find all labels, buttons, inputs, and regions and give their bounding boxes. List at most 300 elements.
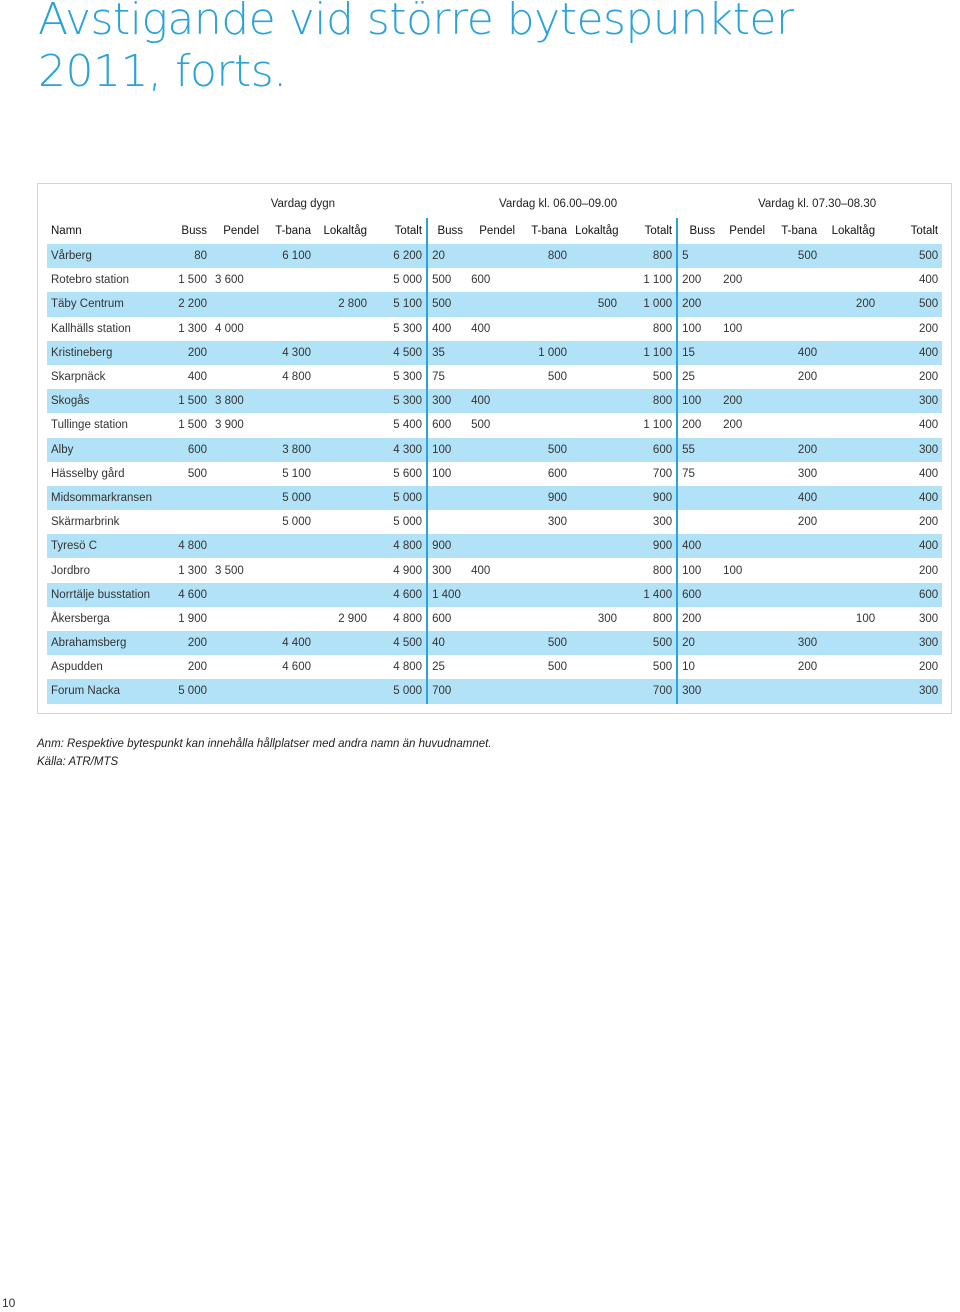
value-cell: 40: [427, 631, 467, 655]
value-cell: 200: [918, 371, 939, 384]
table-row: [47, 244, 942, 268]
value-cell: [571, 486, 621, 510]
value-cell: [315, 389, 371, 413]
value-cell: [263, 317, 315, 341]
value-cell: 700: [652, 467, 673, 480]
value-cell: 100: [677, 558, 719, 582]
value-cell: 200: [821, 292, 879, 316]
value-cell: [719, 438, 769, 462]
value-cell: [467, 244, 519, 268]
value-cell: [769, 558, 821, 582]
value-cell: 4 800: [371, 534, 427, 558]
value-cell: [467, 631, 519, 655]
value-cell: [719, 244, 769, 268]
value-cell: [571, 534, 621, 558]
value-cell: [821, 268, 879, 292]
group-header-row: [47, 190, 942, 218]
value-cell: [263, 583, 315, 607]
value-cell: 300: [427, 558, 467, 582]
table-row: [47, 607, 942, 631]
title-line-1: Avstigande vid större bytespunkter: [38, 0, 794, 45]
value-cell: 5 000: [165, 679, 211, 703]
value-cell: [769, 389, 821, 413]
row-name-cell: Hässelby gård: [51, 467, 125, 480]
value-cell: [315, 268, 371, 292]
value-cell: 4 600: [371, 583, 427, 607]
value-cell: [211, 438, 263, 462]
value-cell: 100: [723, 564, 743, 577]
value-cell: 2 200: [165, 292, 211, 316]
value-cell: 500: [427, 292, 467, 316]
value-cell: 4 800: [165, 534, 211, 558]
value-cell: 4 800: [393, 612, 423, 625]
value-cell: [821, 486, 879, 510]
row-name-cell: Åkersberga: [51, 612, 110, 625]
column-header-name: Namn: [51, 225, 82, 237]
value-cell: 400: [471, 322, 491, 335]
value-cell: 5 300: [371, 389, 427, 413]
value-cell: 300: [427, 389, 467, 413]
value-cell: 200: [797, 661, 818, 674]
table-row: [47, 365, 942, 389]
value-cell: 600: [547, 467, 568, 480]
value-cell: 5 300: [393, 371, 423, 384]
value-cell: 300: [879, 438, 942, 462]
value-cell: [719, 583, 769, 607]
value-cell: 300: [769, 631, 821, 655]
value-cell: 500: [519, 631, 571, 655]
value-cell: 200: [187, 661, 207, 674]
transfer-points-table: [47, 190, 942, 704]
value-cell: 6 100: [263, 244, 315, 268]
value-cell: 5 000: [393, 516, 423, 529]
value-cell: 100: [677, 317, 719, 341]
value-cell: [719, 462, 769, 486]
row-name-cell: Aspudden: [51, 661, 103, 674]
column-header-lokalt-g: Lokaltåg: [575, 225, 619, 237]
page-title: [38, 0, 918, 98]
value-cell: 900: [427, 534, 467, 558]
value-cell: [315, 244, 371, 268]
value-cell: [677, 486, 719, 510]
value-cell: 100: [427, 462, 467, 486]
row-name-cell: Tullinge station: [51, 419, 128, 432]
value-cell: 5 400: [393, 419, 423, 432]
value-cell: 200: [723, 419, 743, 432]
value-cell: [821, 438, 879, 462]
value-cell: 500: [769, 244, 821, 268]
value-cell: [719, 655, 769, 679]
value-cell: 500: [652, 371, 673, 384]
column-header-buss: Buss: [181, 225, 207, 237]
value-cell: 800: [621, 244, 677, 268]
value-cell: 400: [677, 534, 719, 558]
value-cell: 10: [677, 655, 719, 679]
value-cell: [211, 534, 263, 558]
table-row: [47, 438, 942, 462]
value-cell: [571, 583, 621, 607]
value-cell: [571, 317, 621, 341]
value-cell: 5 100: [282, 467, 311, 480]
value-cell: 200: [719, 389, 769, 413]
row-name-cell: Abrahamsberg: [47, 631, 165, 655]
value-cell: [719, 631, 769, 655]
value-cell: [467, 462, 519, 486]
value-cell: 4 400: [263, 631, 315, 655]
value-cell: [467, 486, 519, 510]
value-cell: 600: [471, 274, 491, 287]
footnote-remark: Anm: Respektive bytespunkt kan innehålla hållplatser med andra namn än huvudnamnet.: [37, 738, 492, 750]
value-cell: 500: [547, 661, 568, 674]
value-cell: 100: [677, 389, 719, 413]
value-cell: 600: [879, 583, 942, 607]
table-row: [47, 486, 942, 510]
value-cell: [571, 462, 621, 486]
value-cell: 20: [677, 631, 719, 655]
value-cell: 200: [677, 607, 719, 631]
value-cell: [719, 292, 769, 316]
value-cell: [519, 317, 571, 341]
value-cell: 3 600: [215, 274, 244, 287]
value-cell: 75: [427, 365, 467, 389]
value-cell: 1 300: [178, 564, 207, 577]
value-cell: 3 800: [211, 389, 263, 413]
value-cell: 600: [427, 607, 467, 631]
value-cell: 4 600: [282, 661, 311, 674]
value-cell: 20: [427, 244, 467, 268]
value-cell: 3 800: [263, 438, 315, 462]
value-cell: 400: [471, 564, 491, 577]
value-cell: [769, 317, 821, 341]
value-cell: [571, 244, 621, 268]
value-cell: [821, 389, 879, 413]
value-cell: [519, 583, 571, 607]
value-cell: 200: [677, 268, 719, 292]
value-cell: 800: [652, 564, 673, 577]
column-header-totalt: Totalt: [910, 225, 939, 237]
column-header-buss: Buss: [677, 218, 719, 244]
table-row: [47, 631, 942, 655]
value-cell: [571, 631, 621, 655]
value-cell: 400: [879, 534, 942, 558]
value-cell: [719, 341, 769, 365]
value-cell: 4 500: [371, 341, 427, 365]
value-cell: [769, 413, 821, 437]
value-cell: 5 600: [393, 467, 423, 480]
value-cell: [769, 268, 821, 292]
value-cell: 4 800: [393, 661, 423, 674]
table-row: [47, 268, 942, 292]
value-cell: 200: [677, 292, 719, 316]
value-cell: [211, 510, 263, 534]
value-cell: [315, 534, 371, 558]
value-cell: [821, 534, 879, 558]
value-cell: [467, 679, 519, 703]
value-cell: 400: [769, 341, 821, 365]
value-cell: 800: [652, 612, 673, 625]
value-cell: 1 400: [427, 583, 467, 607]
value-cell: 500: [471, 419, 491, 432]
value-cell: 1 100: [643, 419, 673, 432]
value-cell: 200: [797, 371, 818, 384]
value-cell: [211, 341, 263, 365]
column-header-pendel: Pendel: [223, 225, 259, 237]
value-cell: [315, 558, 371, 582]
value-cell: 900: [621, 486, 677, 510]
value-cell: 5 100: [371, 292, 427, 316]
value-cell: 25: [677, 365, 719, 389]
value-cell: [769, 292, 821, 316]
value-cell: 500: [571, 292, 621, 316]
value-cell: 1 100: [621, 341, 677, 365]
column-header-buss: Buss: [427, 218, 467, 244]
value-cell: 200: [769, 438, 821, 462]
value-cell: [571, 558, 621, 582]
value-cell: 300: [918, 612, 939, 625]
value-cell: [821, 365, 879, 389]
value-cell: [315, 462, 371, 486]
value-cell: 100: [427, 438, 467, 462]
value-cell: [571, 438, 621, 462]
value-cell: 4 300: [263, 341, 315, 365]
value-cell: [571, 389, 621, 413]
value-cell: 5 300: [393, 322, 423, 335]
value-cell: 300: [879, 631, 942, 655]
group-header-peak: Vardag kl. 07.30–08.30: [758, 198, 877, 210]
value-cell: [769, 534, 821, 558]
value-cell: [821, 341, 879, 365]
value-cell: [571, 413, 621, 437]
table-row: [47, 341, 942, 365]
value-cell: 1 400: [621, 583, 677, 607]
value-cell: [769, 679, 821, 703]
table-row: [47, 510, 942, 534]
table-row: [47, 462, 942, 486]
value-cell: 1 500: [165, 389, 211, 413]
value-cell: [211, 365, 263, 389]
value-cell: 200: [797, 516, 818, 529]
table-row: [47, 292, 942, 316]
value-cell: [315, 679, 371, 703]
value-cell: [467, 438, 519, 462]
value-cell: 6 200: [371, 244, 427, 268]
value-cell: [467, 583, 519, 607]
page-number: 10: [2, 1296, 16, 1310]
value-cell: 200: [677, 413, 719, 437]
value-cell: [211, 486, 263, 510]
value-cell: [211, 631, 263, 655]
value-cell: 400: [427, 317, 467, 341]
value-cell: 200: [165, 631, 211, 655]
table-row: [47, 679, 942, 703]
value-cell: [719, 365, 769, 389]
row-name-cell: Kallhälls station: [51, 322, 131, 335]
value-cell: [467, 607, 519, 631]
value-cell: 800: [621, 389, 677, 413]
value-cell: [315, 583, 371, 607]
value-cell: 400: [769, 486, 821, 510]
value-cell: 600: [677, 583, 719, 607]
value-cell: [165, 486, 211, 510]
value-cell: 5: [677, 244, 719, 268]
value-cell: 4 600: [165, 583, 211, 607]
value-cell: [315, 510, 371, 534]
column-header-totalt: Totalt: [394, 225, 423, 237]
table-row: [47, 413, 942, 437]
value-cell: [519, 413, 571, 437]
row-name-cell: Forum Nacka: [47, 679, 165, 703]
value-cell: 700: [621, 679, 677, 703]
value-cell: [315, 341, 371, 365]
column-header-lokalt-g: Lokaltåg: [323, 225, 367, 237]
value-cell: [315, 413, 371, 437]
value-cell: [467, 534, 519, 558]
value-cell: [821, 679, 879, 703]
value-cell: [821, 462, 879, 486]
value-cell: 900: [621, 534, 677, 558]
value-cell: [571, 679, 621, 703]
value-cell: 200: [918, 322, 939, 335]
value-cell: [263, 413, 315, 437]
value-cell: [571, 268, 621, 292]
value-cell: 600: [165, 438, 211, 462]
table-row: [47, 389, 942, 413]
value-cell: [719, 679, 769, 703]
value-cell: 35: [427, 341, 467, 365]
column-header-t-bana: T-bana: [531, 225, 568, 237]
value-cell: [519, 292, 571, 316]
value-cell: [821, 631, 879, 655]
value-cell: [519, 389, 571, 413]
value-cell: 300: [597, 612, 618, 625]
value-cell: [315, 486, 371, 510]
value-cell: [263, 268, 315, 292]
value-cell: 100: [723, 322, 743, 335]
table-row: [47, 655, 942, 679]
table-row: [47, 534, 942, 558]
value-cell: 75: [677, 462, 719, 486]
value-cell: [467, 341, 519, 365]
value-cell: 500: [879, 244, 942, 268]
value-cell: 300: [879, 389, 942, 413]
value-cell: 1 000: [519, 341, 571, 365]
value-cell: 5 000: [263, 486, 315, 510]
group-header-morning: Vardag kl. 06.00–09.00: [499, 198, 618, 210]
value-cell: 4 900: [393, 564, 423, 577]
value-cell: [519, 607, 571, 631]
group-header-vardag-dygn: Vardag dygn: [270, 198, 336, 210]
column-header-pendel: Pendel: [729, 225, 766, 237]
value-cell: 80: [165, 244, 211, 268]
row-name-cell: Rotebro station: [51, 274, 129, 287]
value-cell: 100: [855, 612, 876, 625]
table-row: [47, 317, 942, 341]
value-cell: [519, 268, 571, 292]
value-cell: [467, 292, 519, 316]
footnote-source: Källa: ATR/MTS: [37, 756, 119, 768]
value-cell: [211, 462, 263, 486]
value-cell: 200: [918, 516, 939, 529]
value-cell: 200: [723, 274, 743, 287]
value-cell: 200: [918, 661, 939, 674]
value-cell: [315, 438, 371, 462]
row-name-cell: Alby: [47, 438, 165, 462]
value-cell: [263, 558, 315, 582]
value-cell: [315, 631, 371, 655]
value-cell: [821, 413, 879, 437]
value-cell: 400: [918, 274, 939, 287]
value-cell: [263, 607, 315, 631]
value-cell: 300: [797, 467, 818, 480]
column-header-row: [47, 218, 942, 244]
value-cell: 15: [677, 341, 719, 365]
value-cell: 25: [427, 655, 467, 679]
value-cell: 300: [547, 516, 568, 529]
value-cell: [263, 534, 315, 558]
value-cell: 500: [519, 438, 571, 462]
value-cell: [719, 510, 769, 534]
value-cell: [821, 510, 879, 534]
value-cell: 500: [621, 631, 677, 655]
column-header-totalt: Totalt: [644, 225, 673, 237]
value-cell: [519, 679, 571, 703]
value-cell: [821, 655, 879, 679]
value-cell: 500: [547, 371, 568, 384]
value-cell: 55: [677, 438, 719, 462]
value-cell: 4 300: [371, 438, 427, 462]
value-cell: 200: [918, 564, 939, 577]
row-name-cell: Tyresö C: [47, 534, 165, 558]
value-cell: [427, 486, 467, 510]
value-cell: 5 000: [371, 679, 427, 703]
value-cell: 5 000: [282, 516, 311, 529]
value-cell: [821, 558, 879, 582]
row-name-cell: Midsommarkransen: [47, 486, 165, 510]
value-cell: 300: [652, 516, 673, 529]
value-cell: 400: [879, 486, 942, 510]
value-cell: 400: [918, 467, 939, 480]
value-cell: [571, 365, 621, 389]
row-name-cell: Vårberg: [47, 244, 165, 268]
value-cell: [211, 679, 263, 703]
value-cell: [211, 583, 263, 607]
value-cell: 300: [677, 679, 719, 703]
row-name-cell: Skärmarbrink: [51, 516, 120, 529]
value-cell: 400: [467, 389, 519, 413]
value-cell: 2 800: [315, 292, 371, 316]
value-cell: 700: [427, 679, 467, 703]
value-cell: 500: [187, 467, 207, 480]
value-cell: [211, 655, 263, 679]
value-cell: 3 500: [215, 564, 244, 577]
value-cell: [821, 583, 879, 607]
value-cell: 4 000: [215, 322, 244, 335]
value-cell: 500: [879, 292, 942, 316]
value-cell: [427, 510, 467, 534]
value-cell: [519, 558, 571, 582]
footnote: [37, 735, 492, 771]
value-cell: [467, 510, 519, 534]
value-cell: 500: [427, 268, 467, 292]
value-cell: 1 500: [178, 419, 207, 432]
value-cell: 600: [427, 413, 467, 437]
value-cell: 1 100: [643, 274, 673, 287]
value-cell: [719, 486, 769, 510]
value-cell: [263, 292, 315, 316]
row-name-cell: Skarpnäck: [51, 371, 106, 384]
value-cell: [211, 607, 263, 631]
value-cell: 5 000: [393, 274, 423, 287]
